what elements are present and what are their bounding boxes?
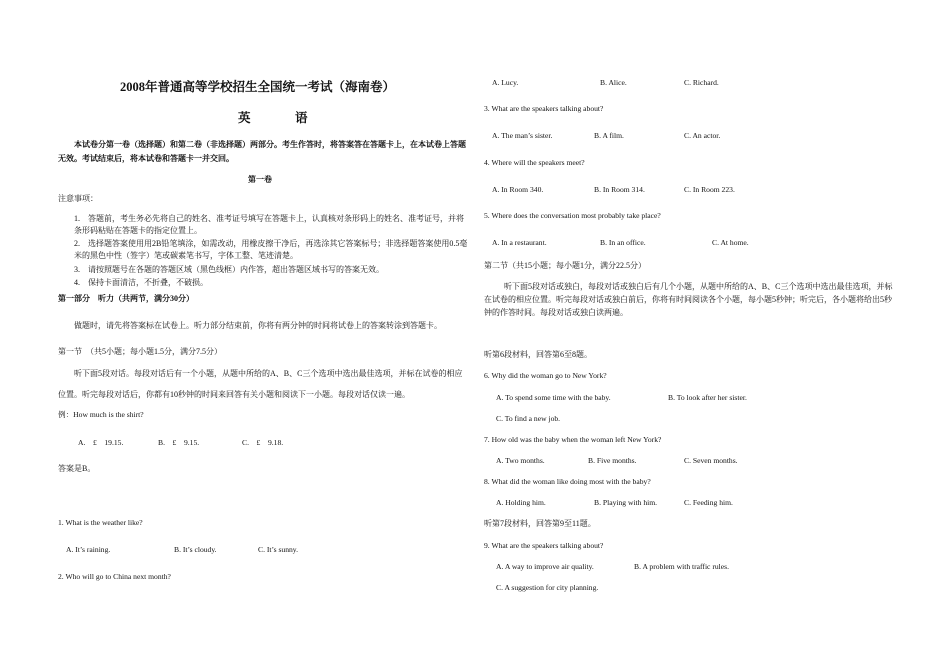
q2-option-a: A. Lucy. [492, 78, 519, 87]
exam-title: 2008年普通高等学校招生全国统一考试（海南卷） [120, 80, 396, 94]
q3-option-b: B. A film. [594, 131, 624, 140]
section2-instructions: 听下面5段对话或独白，每段对话或独白后有几个小题，从题中所给的A、B、C三个选项中选出最佳选项，并标在试卷的相应位置。听完每段对话或独白前后，你将有时间阅读各个小题，每小题5秒钟；听完后，各小题将给出5秒钟的作答时间。每段对话或独白读两遍。 [484, 282, 893, 317]
question-8: 8. What did the woman like doing most with the baby? [484, 477, 651, 486]
section1-instructions: 听下面5段对话。每段对话后有一个小题，从题中所给的A、B、C三个选项中选出最佳选项，并标在试卷的相应位置。听完每段对话后，你都有10秒钟的时间来回答有关小题和阅读下一小题。每段对话仅读一遍。 [58, 369, 463, 399]
question-3: 3. What are the speakers talking about? [484, 104, 604, 113]
q6-option-b: B. To look after her sister. [668, 393, 747, 402]
note-item: 3. 请按照题号在各题的答题区域（黑色线框）内作答，超出答题区域书写的答案无效。 [74, 265, 384, 274]
q9-option-b: B. A problem with traffic rules. [634, 562, 729, 571]
q5-option-a: A. In a restaurant. [492, 238, 547, 247]
q1-option-c: C. It’s sunny. [258, 545, 299, 554]
q9-option-a: A. A way to improve air quality. [496, 562, 594, 571]
example-option-b: B. £ 9.15. [158, 438, 200, 447]
example-question: 例：How much is the shirt? [58, 410, 144, 419]
section2-title: 第二节（共15小题；每小题1分，满分22.5分） [484, 261, 646, 270]
question-6: 6. Why did the woman go to New York? [484, 371, 607, 380]
question-7: 7. How old was the baby when the woman left New York? [484, 435, 662, 444]
q4-option-a: A. In Room 340. [492, 185, 544, 194]
q8-option-c: C. Feeding him. [684, 498, 733, 507]
section1-title: 第一节 （共5小题；每小题1.5分，满分7.5分） [58, 347, 222, 356]
intro-text: 本试卷分第一卷（选择题）和第二卷（非选择题）两部分。考生作答时，将答案答在答题卡上，在本试卷上答题无效。考试结束后，将本试卷和答题卡一并交回。 [58, 140, 466, 163]
q8-option-b: B. Playing with him. [594, 498, 658, 507]
question-2: 2. Who will go to China next month? [58, 572, 171, 581]
q6-option-c: C. To find a new job. [496, 414, 561, 423]
passage-6-label: 听第6段材料，回答第6至8题。 [484, 350, 592, 359]
passage-7-label: 听第7段材料，回答第9至11题。 [484, 519, 596, 528]
q6-option-a: A. To spend some time with the baby. [496, 393, 611, 402]
note-item: 4. 保持卡面清洁，不折叠，不破损。 [74, 278, 208, 287]
note-item: 1. 答题前，考生务必先将自己的姓名、准考证号填写在答题卡上，认真核对条形码上的姓名、准考证号，并将条形码粘贴在答题卡的指定位置上。 [74, 214, 464, 235]
q5-option-b: B. In an office. [600, 238, 646, 247]
q1-option-a: A. It’s raining. [66, 545, 111, 554]
q9-option-c: C. A suggestion for city planning. [496, 583, 599, 592]
q7-option-b: B. Five months. [588, 456, 637, 465]
q5-option-c: C. At home. [712, 238, 749, 247]
q2-option-c: C. Richard. [684, 78, 719, 87]
q7-option-a: A. Two months. [496, 456, 545, 465]
subject-title: 英 语 [238, 111, 324, 125]
q1-option-b: B. It’s cloudy. [174, 545, 217, 554]
q4-option-b: B. In Room 314. [594, 185, 645, 194]
q2-option-b: B. Alice. [600, 78, 627, 87]
q8-option-a: A. Holding him. [496, 498, 546, 507]
note-item: 2. 选择题答案使用用2B铅笔填涂，如需改动，用橡皮擦干净后，再选涂其它答案标号；非选择题答案使用0.5毫米的黑色中性（签字）笔或碳素笔书写，字体工整、笔迹清楚。 [74, 239, 468, 260]
q4-option-c: C. In Room 223. [684, 185, 735, 194]
question-5: 5. Where does the conversation most probably take place? [484, 211, 661, 220]
example-option-c: C. £ 9.18. [242, 438, 284, 447]
question-9: 9. What are the speakers talking about? [484, 541, 604, 550]
example-answer: 答案是B。 [58, 464, 96, 473]
q7-option-c: C. Seven months. [684, 456, 738, 465]
q3-option-c: C. An actor. [684, 131, 721, 140]
q3-option-a: A. The man’s sister. [492, 131, 553, 140]
question-1: 1. What is the weather like? [58, 518, 143, 527]
part1-instructions: 做题时，请先将答案标在试卷上。听力部分结束前，你将有两分钟的时间将试卷上的答案转涂到答题卡。 [74, 321, 442, 330]
notes-title: 注意事项： [58, 194, 98, 203]
part1-title: 第一部分 听力（共两节，满分30分） [58, 294, 194, 303]
volume-title: 第一卷 [248, 175, 272, 184]
example-option-a: A. £ 19.15. [78, 438, 124, 447]
question-4: 4. Where will the speakers meet? [484, 158, 585, 167]
